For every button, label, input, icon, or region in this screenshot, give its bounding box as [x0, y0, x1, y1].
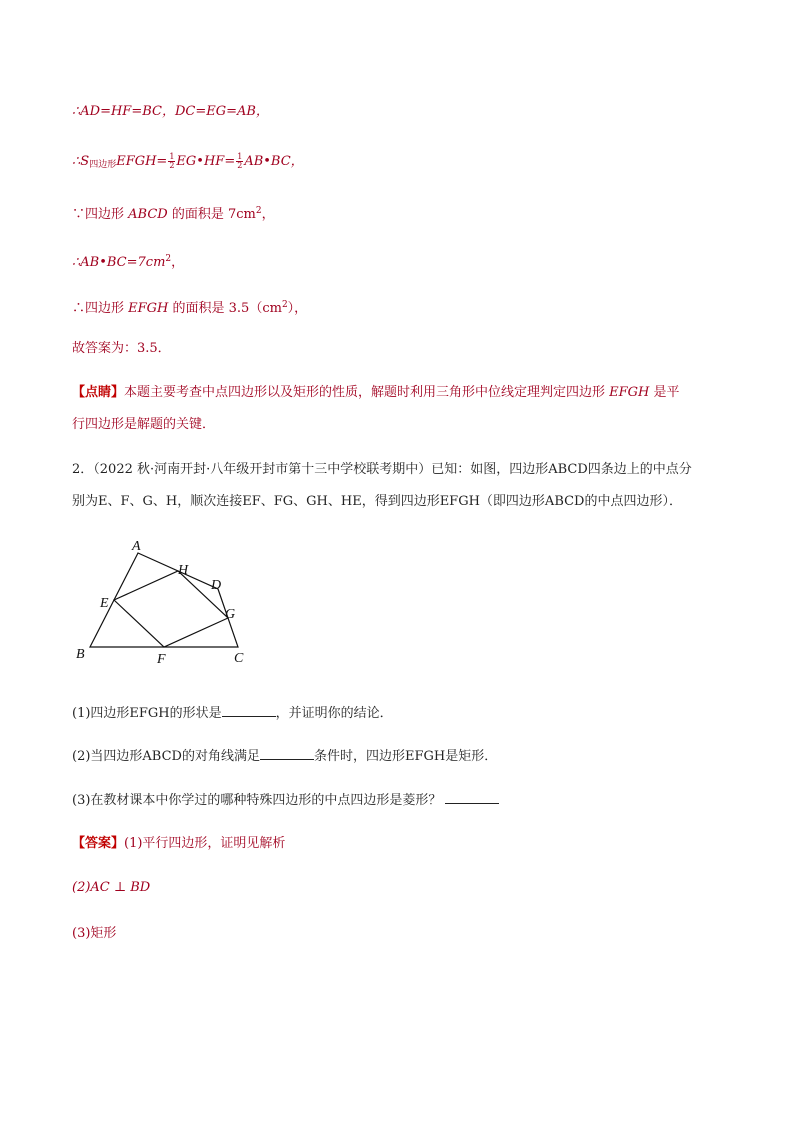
answer-line-1: 【答案】(1)平行四边形，证明见解析 — [72, 836, 286, 851]
solution-line-5: ∴四边形 EFGH 的面积是 $3.5(cm^2)$， — [72, 300, 308, 316]
question-2: (2)当四边形ABCD的对角线满足 条件时，四边形EFGH是矩形． — [72, 749, 498, 764]
label-e: E — [100, 596, 109, 611]
ab-bc: AB•BC， — [244, 154, 304, 169]
fraction-half-2: $\frac{1}{2}$ — [237, 152, 243, 170]
label-h: H — [178, 563, 189, 578]
question-3: (3)在教材课本中你学过的哪种特殊四边形的中点四边形是菱形？ — [72, 791, 499, 809]
problem-line-1: 2．（2022 秋·河南开封·八年级开封市第十三中学校联考期中）已知：如图，四边形ABCD四条边上的中点分 — [72, 462, 692, 477]
solution-line-3: ∵四边形 ABCD 的面积是 $7cm^2$， — [72, 206, 275, 222]
label-c: C — [234, 651, 244, 666]
eg-hf: EG•HF= — [176, 154, 236, 169]
solution-line-2 — [72, 153, 304, 173]
answer-line-2: (2)AC ⊥ BD — [72, 880, 151, 895]
solution-line-4: $\therefore AB•BC=7cm^2$， — [72, 254, 185, 270]
label-g: G — [225, 607, 236, 622]
comment-line-2: 行四边形是解题的关键． — [72, 417, 216, 432]
fraction-half-1: $\frac{1}{2}$ — [169, 152, 175, 170]
efgh-equals: EFGH= — [116, 154, 168, 169]
answer-blank-2[interactable] — [260, 747, 314, 760]
label-a: A — [132, 539, 141, 554]
problem-line-2: 别为E、F、G、H，顺次连接EF、FG、GH、HE，得到四边形EFGH（即四边形ABCD的中点四边形）． — [72, 494, 682, 509]
quad-subscript: 四边形 — [89, 160, 117, 170]
quadrilateral-figure — [72, 535, 262, 670]
comment-line-1: 【点睛】本题主要考查中点四边形以及矩形的性质，解题时利用三角形中位线定理判定四边形 EFGH 是平 — [72, 385, 680, 400]
label-f: F — [157, 652, 166, 667]
solution-line-1: ∴AD=HF=BC，DC=EG=AB， — [72, 104, 269, 119]
label-b: B — [76, 647, 85, 662]
answer-line-3: (3)矩形 — [72, 926, 117, 941]
answer-tag: 【答案】 — [72, 836, 125, 851]
solution-line-6: 故答案为：3.5． — [72, 341, 171, 356]
answer-blank-1[interactable] — [222, 704, 276, 717]
therefore-s: ∴S — [72, 154, 90, 169]
question-1: (1)四边形EFGH的形状是 ，并证明你的结论． — [72, 706, 393, 721]
comment-tag: 【点睛】 — [72, 385, 125, 400]
label-d: D — [211, 578, 222, 593]
answer-blank-3[interactable] — [445, 791, 499, 804]
quad-abcd — [90, 553, 238, 647]
